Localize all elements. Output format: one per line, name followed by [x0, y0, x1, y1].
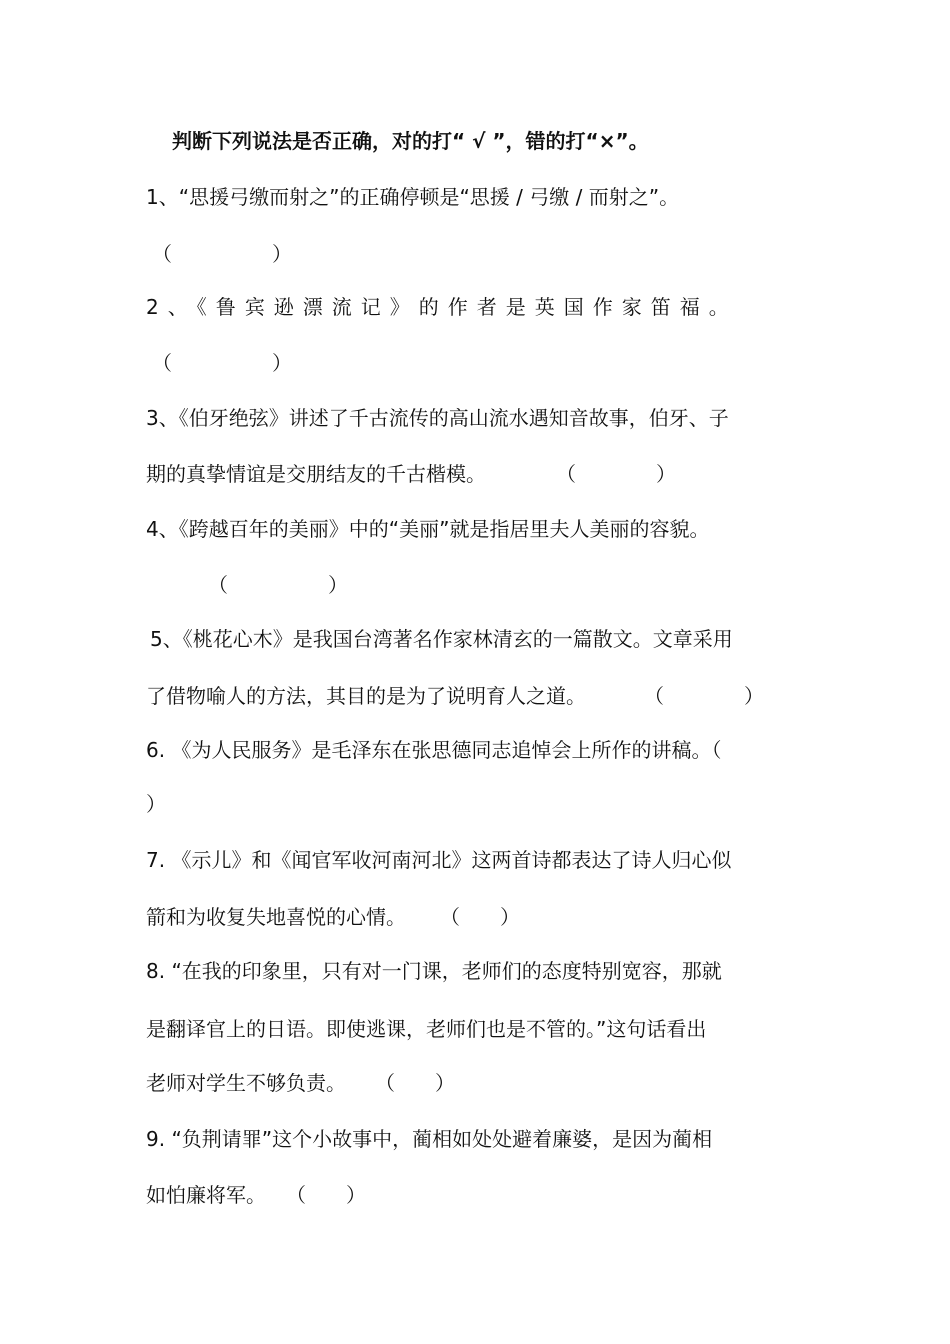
answer-blank-9[interactable]: （ ）: [286, 1183, 366, 1207]
answer-blank-8[interactable]: （ ）: [375, 1071, 455, 1095]
question-3-line-2: 期的真挚情谊是交朋结友的千古楷模。: [146, 462, 486, 486]
question-6-line-1: 6. 《为人民服务》是毛泽东在张思德同志追悼会上所作的讲稿。（: [146, 738, 722, 762]
answer-blank-2[interactable]: （ ）: [152, 351, 292, 375]
question-9-line-2: 如怕廉将军。: [146, 1183, 266, 1207]
question-1-line-1: 1、“思援弓缴而射之”的正确停顿是“思援 / 弓缴 / 而射之”。: [146, 185, 680, 209]
question-2-line-1: 2、《鲁宾逊漂流记》的作者是英国作家笛福。: [146, 295, 738, 319]
question-8-line-3: 老师对学生不够负责。: [146, 1071, 346, 1095]
answer-blank-3[interactable]: （ ）: [556, 462, 676, 486]
question-6-line-2: ）: [146, 792, 166, 816]
answer-blank-1[interactable]: （ ）: [152, 242, 292, 266]
question-5-line-2: 了借物喻人的方法，其目的是为了说明育人之道。: [146, 684, 586, 708]
question-4-line-1: 4、《跨越百年的美丽》中的“美丽”就是指居里夫人美丽的容貌。: [146, 517, 710, 541]
question-9-line-1: 9. “负荆请罪”这个小故事中，蔺相如处处避着廉婆，是因为蔺相: [146, 1127, 713, 1151]
question-8-line-1: 8. “在我的印象里，只有对一门课，老师们的态度特别宽容，那就: [146, 959, 722, 983]
answer-blank-5[interactable]: （ ）: [644, 684, 764, 708]
question-7-line-1: 7. 《示儿》和《闻官军收河南河北》这两首诗都表达了诗人归心似: [146, 848, 732, 872]
question-3-line-1: 3、《伯牙绝弦》讲述了千古流传的高山流水遇知音故事，伯牙、子: [146, 406, 729, 430]
answer-blank-4[interactable]: （ ）: [208, 573, 348, 597]
page-title: 判断下列说法是否正确，对的打“ √ ”，错的打“×”。: [172, 129, 649, 153]
question-8-line-2: 是翻译官上的日语。即使逃课，老师们也是不管的。”这句话看出: [146, 1017, 707, 1041]
question-5-line-1: 5、《桃花心木》是我国台湾著名作家林清玄的一篇散文。文章采用: [150, 627, 733, 651]
answer-blank-7[interactable]: （ ）: [440, 905, 520, 929]
question-7-line-2: 箭和为收复失地喜悦的心情。: [146, 905, 406, 929]
